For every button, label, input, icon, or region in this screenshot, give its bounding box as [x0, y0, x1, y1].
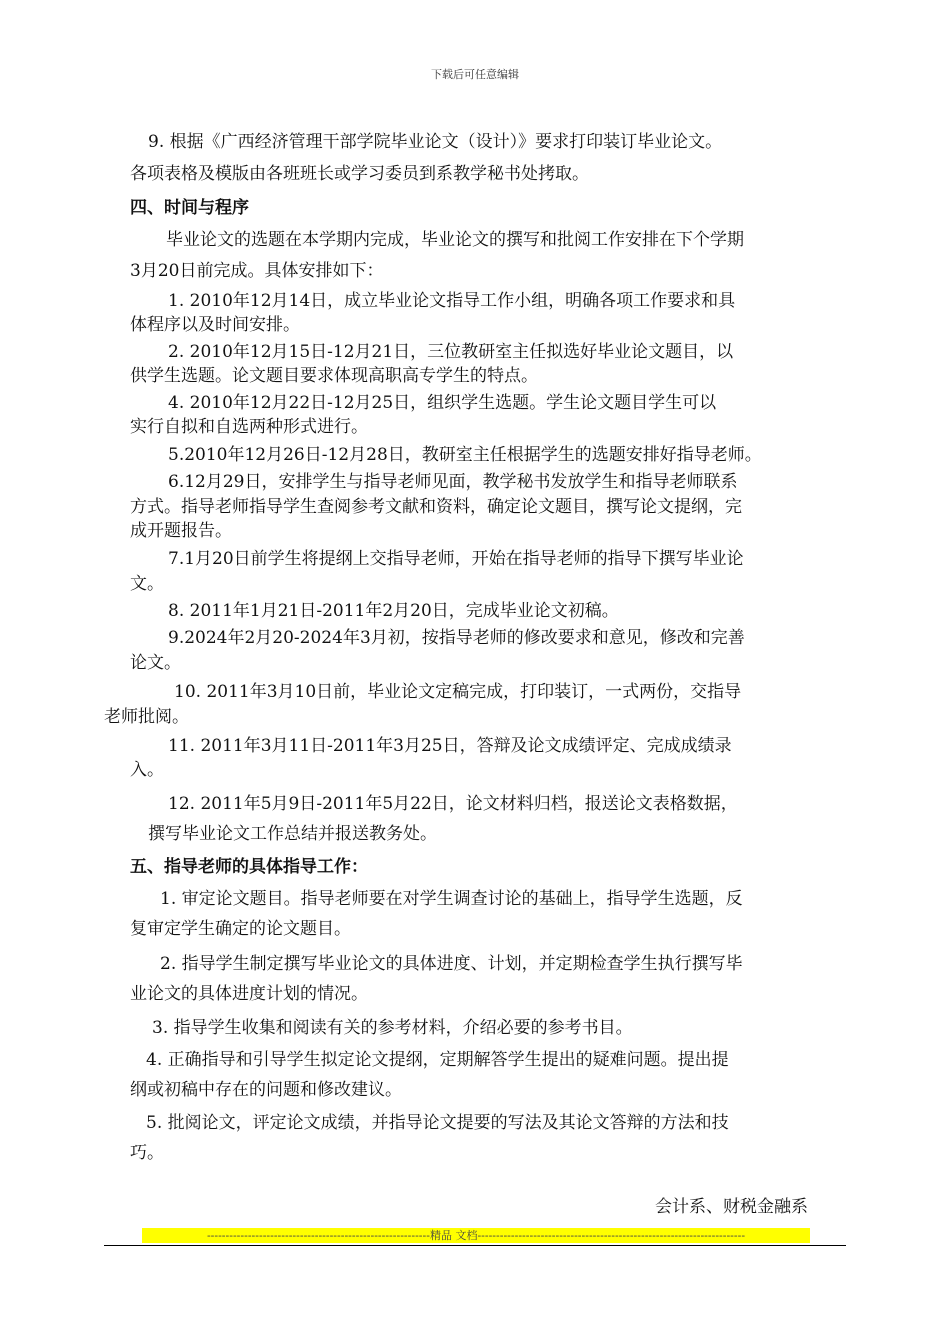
text-line: 2. 指导学生制定撰写毕业论文的具体进度、计划，并定期检查学生执行撰写毕: [160, 954, 743, 974]
text-line: 7.1月20日前学生将提纲上交指导老师，开始在指导老师的指导下撰写毕业论: [168, 549, 744, 569]
text-line: 12. 2011年5月9日-2011年5月22日，论文材料归档，报送论文表格数据，: [168, 794, 738, 814]
text-line: 各项表格及模版由各班班长或学习委员到系教学秘书处拷取。: [130, 164, 589, 184]
text-line: 纲或初稿中存在的问题和修改建议。: [130, 1080, 402, 1100]
header-note: 下载后可任意编辑: [431, 68, 519, 81]
text-line: 3月20日前完成。具体安排如下：: [130, 261, 384, 281]
text-line: 巧。: [130, 1143, 164, 1163]
text-line: 1. 审定论文题目。指导老师要在对学生调查讨论的基础上，指导学生选题，反: [160, 889, 743, 909]
text-line: 实行自拟和自选两种形式进行。: [130, 417, 368, 437]
text-line: 老师批阅。: [104, 707, 189, 727]
text-line: 9. 根据《广西经济管理干部学院毕业论文（设计）》要求打印装订毕业论文。: [148, 132, 723, 152]
text-line: 6.12月29日，安排学生与指导老师见面，教学秘书发放学生和指导老师联系: [168, 472, 738, 492]
footer-banner: ------------------------------------------------------------精品 文档------------------------------------------------------------------------: [142, 1228, 810, 1243]
text-line: 文。: [130, 574, 164, 594]
department-signature: 会计系、财税金融系: [655, 1197, 808, 1217]
text-line: 2. 2010年12月15日-12月21日，三位教研室主任拟选好毕业论文题目，以: [168, 342, 734, 362]
text-line: 方式。指导老师指导学生查阅参考文献和资料，确定论文题目，撰写论文提纲，完: [130, 497, 742, 517]
text-line: 11. 2011年3月11日-2011年3月25日，答辩及论文成绩评定、完成成绩录: [168, 736, 732, 756]
text-line: 9.2024年2月20-2024年3月初，按指导老师的修改要求和意见，修改和完善: [168, 628, 745, 648]
text-line: 毕业论文的选题在本学期内完成，毕业论文的撰写和批阅工作安排在下个学期: [166, 230, 744, 250]
text-line: 成开题报告。: [130, 521, 232, 541]
text-line: 供学生选题。论文题目要求体现高职高专学生的特点。: [130, 366, 538, 386]
text-line: 体程序以及时间安排。: [130, 315, 300, 335]
footer-divider: [104, 1245, 846, 1246]
text-line: 4. 2010年12月22日-12月25日，组织学生选题。学生论文题目学生可以: [168, 393, 717, 413]
text-line: 论文。: [130, 653, 181, 673]
text-line: 8. 2011年1月21日-2011年2月20日，完成毕业论文初稿。: [168, 601, 619, 621]
text-line: 业论文的具体进度计划的情况。: [130, 984, 368, 1004]
section-heading: 四、时间与程序: [130, 198, 249, 218]
text-line: 撰写毕业论文工作总结并报送教务处。: [148, 824, 437, 844]
text-line: 1. 2010年12月14日，成立毕业论文指导工作小组，明确各项工作要求和具: [168, 291, 736, 311]
text-line: 复审定学生确定的论文题目。: [130, 919, 351, 939]
text-line: 入。: [130, 760, 164, 780]
text-line: 3. 指导学生收集和阅读有关的参考材料，介绍必要的参考书目。: [152, 1018, 633, 1038]
section-heading: 五、指导老师的具体指导工作：: [130, 857, 368, 877]
text-line: 4. 正确指导和引导学生拟定论文提纲，定期解答学生提出的疑难问题。提出提: [146, 1050, 729, 1070]
text-line: 10. 2011年3月10日前，毕业论文定稿完成，打印装订，一式两份，交指导: [174, 682, 742, 702]
text-line: 5.2010年12月26日-12月28日，教研室主任根据学生的选题安排好指导老师。: [168, 445, 762, 465]
text-line: 5. 批阅论文，评定论文成绩，并指导论文提要的写法及其论文答辩的方法和技: [146, 1113, 729, 1133]
